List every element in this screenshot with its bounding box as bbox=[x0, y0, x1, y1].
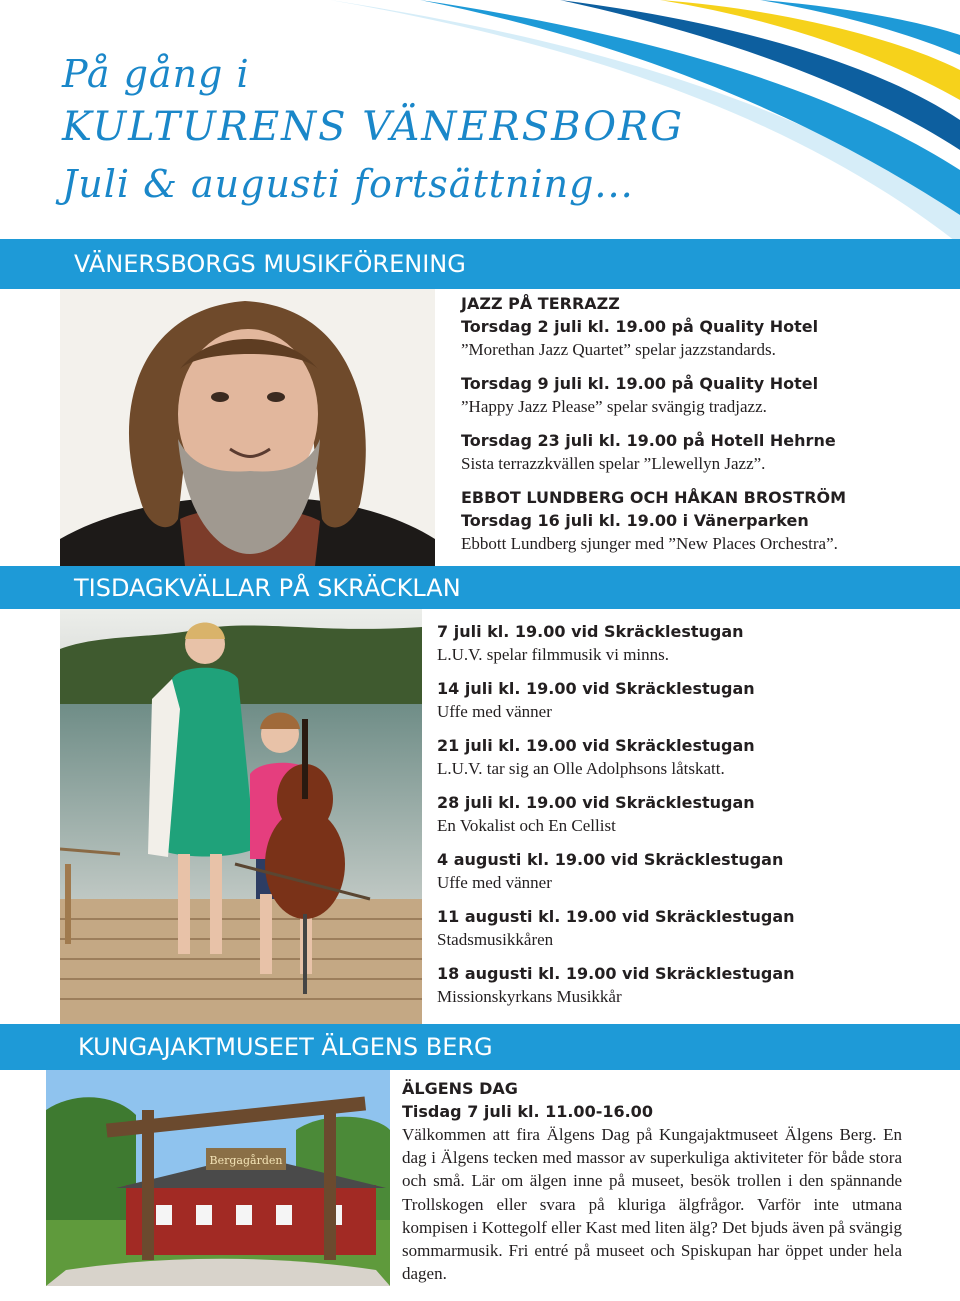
portrait-photo bbox=[60, 289, 435, 566]
musikforening-events bbox=[461, 292, 931, 566]
event-description: ”Happy Jazz Please” spelar svängig tradjazz. bbox=[461, 397, 767, 416]
event-date: 28 juli kl. 19.00 vid Skräcklestugan bbox=[437, 793, 755, 812]
jazz-heading: JAZZ PÅ TERRAZZ bbox=[461, 294, 620, 313]
musicians-illustration bbox=[60, 609, 422, 1024]
skracklan-events bbox=[437, 620, 907, 1019]
event-item bbox=[437, 734, 907, 780]
event-description: Uffe med vänner bbox=[437, 873, 552, 892]
event-description: En Vokalist och En Cellist bbox=[437, 816, 616, 835]
event-item bbox=[437, 905, 907, 951]
event-date: 4 augusti kl. 19.00 vid Skräcklestugan bbox=[437, 850, 784, 869]
algens-dag-heading: ÄLGENS DAG bbox=[402, 1079, 518, 1098]
section-heading-skracklan bbox=[0, 566, 960, 609]
section-heading-text: TISDAGKVÄLLAR PÅ SKRÄCKLAN bbox=[74, 573, 461, 602]
event-date: 7 juli kl. 19.00 vid Skräcklestugan bbox=[437, 622, 744, 641]
event-item bbox=[437, 962, 907, 1008]
event-item bbox=[461, 372, 931, 418]
algens-berg-event bbox=[402, 1077, 902, 1285]
event-date: Torsdag 9 juli kl. 19.00 på Quality Hotel bbox=[461, 374, 819, 393]
event-description: Sista terrazzkvällen spelar ”Llewellyn Jazz”. bbox=[461, 454, 766, 473]
event-body-text: Välkommen att fira Älgens Dag på Kungajaktmuseet Älgens Berg. En dag i Älgens tecken med massor av superkuliga aktiviteter för både stora och små. Lär om älgen inne på museet, besök trollen i den spännande Trollskogen eller svara på kluriga älgfrågor. Varför inte utmana kompisen i Kottegolf eller Kast med liten älg? Det bjuds även på svängig sommarmusik. Fri entré på museet och Spiskupan har öppet under hela dagen. bbox=[402, 1125, 902, 1284]
event-description: Uffe med vänner bbox=[437, 702, 552, 721]
event-date: 14 juli kl. 19.00 vid Skräcklestugan bbox=[437, 679, 755, 698]
section-heading-musikforening bbox=[0, 239, 960, 289]
ebbot-heading: EBBOT LUNDBERG OCH HÅKAN BROSTRÖM bbox=[461, 488, 847, 507]
portrait-illustration bbox=[60, 289, 435, 566]
event-item bbox=[461, 315, 931, 361]
sign-text: Bergagården bbox=[209, 1154, 283, 1167]
event-item bbox=[437, 677, 907, 723]
museum-photo bbox=[46, 1070, 390, 1286]
event-item bbox=[437, 620, 907, 666]
event-date: Torsdag 2 juli kl. 19.00 på Quality Hotel bbox=[461, 317, 819, 336]
event-date: 11 augusti kl. 19.00 vid Skräcklestugan bbox=[437, 907, 795, 926]
event-item bbox=[461, 429, 931, 475]
event-description: ”Morethan Jazz Quartet” spelar jazzstandards. bbox=[461, 340, 776, 359]
event-description: Ebbott Lundberg sjunger med ”New Places Orchestra”. bbox=[461, 534, 838, 553]
event-description: L.U.V. tar sig an Olle Adolphsons låtskatt. bbox=[437, 759, 725, 778]
title-line-1: På gång i bbox=[62, 52, 250, 96]
section-heading-algens-berg bbox=[0, 1024, 960, 1070]
event-item bbox=[437, 791, 907, 837]
musicians-photo bbox=[60, 609, 422, 1024]
event-date: 21 juli kl. 19.00 vid Skräcklestugan bbox=[437, 736, 755, 755]
section-heading-text: VÄNERSBORGS MUSIKFÖRENING bbox=[74, 250, 466, 278]
event-description: Missionskyrkans Musikkår bbox=[437, 987, 622, 1006]
event-description: Stadsmusikkåren bbox=[437, 930, 554, 949]
title-line-3: Juli & augusti fortsättning... bbox=[62, 162, 634, 206]
section-heading-text: KUNGAJAKTMUSEET ÄLGENS BERG bbox=[78, 1033, 493, 1061]
museum-illustration bbox=[46, 1070, 390, 1286]
event-date: 18 augusti kl. 19.00 vid Skräcklestugan bbox=[437, 964, 795, 983]
event-date: Torsdag 23 juli kl. 19.00 på Hotell Hehrne bbox=[461, 431, 836, 450]
event-description: L.U.V. spelar filmmusik vi minns. bbox=[437, 645, 670, 664]
title-line-2: KULTURENS VÄNERSBORG bbox=[62, 104, 685, 150]
event-item bbox=[437, 848, 907, 894]
event-date: Torsdag 16 juli kl. 19.00 i Vänerparken bbox=[461, 511, 809, 530]
event-date: Tisdag 7 juli kl. 11.00-16.00 bbox=[402, 1102, 653, 1121]
event-item bbox=[461, 509, 931, 555]
